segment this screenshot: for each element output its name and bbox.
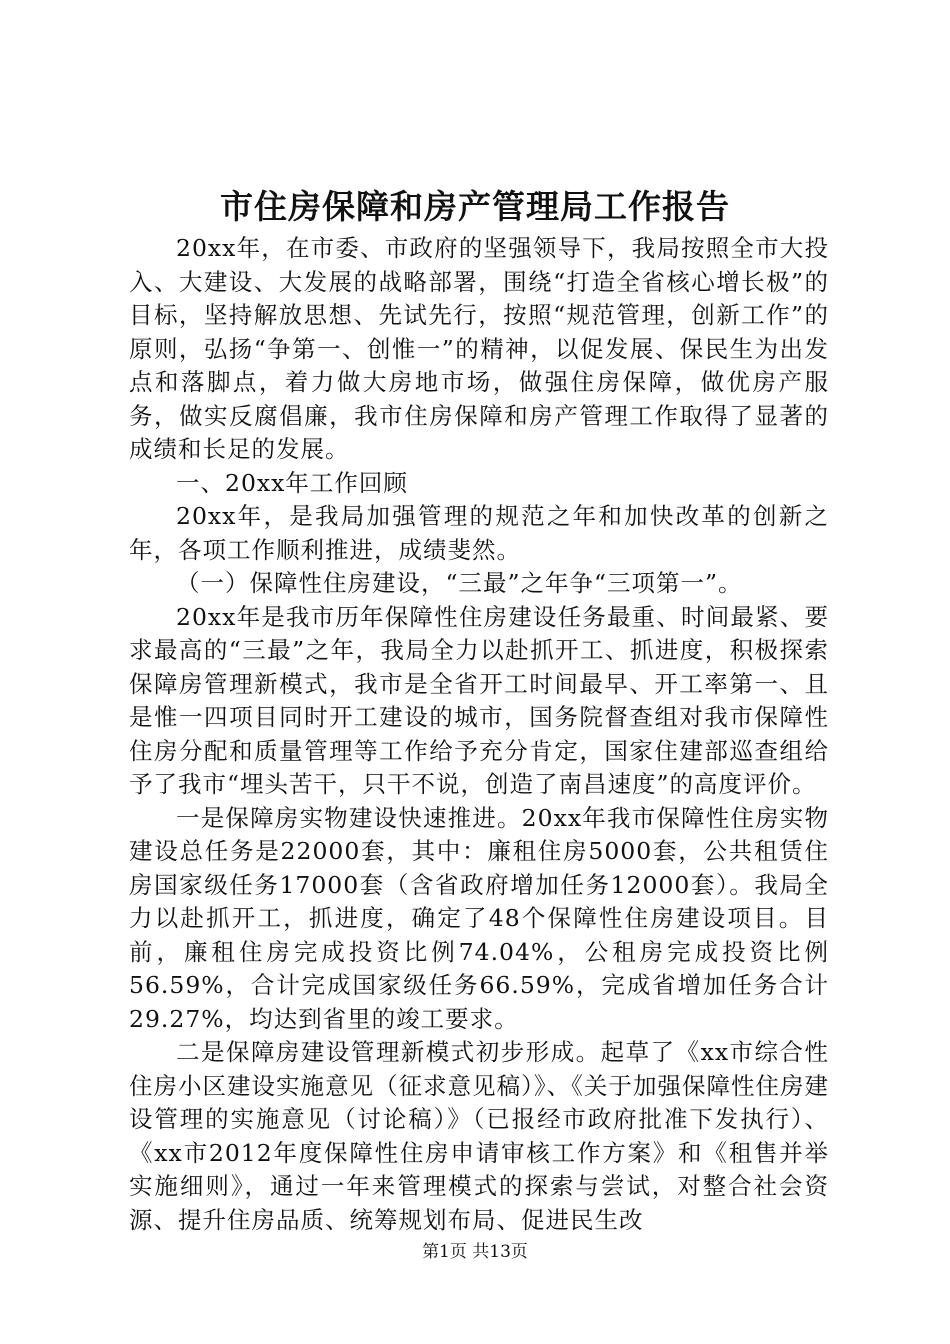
document-body	[129, 232, 829, 1237]
paragraph-intro: 20xx年，在市委、市政府的坚强领导下，我局按照全市大投入、大建设、大发展的战略部署，围绕“打造全省核心增长极”的目标，坚持解放思想、先试先行，按照“规范管理，创新工作”的原则，弘扬“争第一、创惟一”的精神，以促发展、保民生为出发点和落脚点，着力做大房地市场，做强住房保障，做优房产服务，做实反腐倡廉，我市住房保障和房产管理工作取得了显著的成绩和长足的发展。	[129, 234, 829, 463]
paragraph-item-one: 一是保障房实物建设快速推进。20xx年我市保障性住房实物建设总任务是22000套，其中：廉租住房5000套，公共租赁住房国家级任务17000套（含省政府增加任务12000套）。我局全力以赴抓开工，抓进度，确定了48个保障性住房建设项目。目前，廉租住房完成投资比例74.04%，公租房完成投资比例56.59%，合计完成国家级任务66.59%，完成省增加任务合计29.27%，均达到省里的竣工要求。	[129, 803, 829, 1033]
subsection-heading: （一）保障性住房建设，“三最”之年争“三项第一”。	[176, 569, 743, 597]
page-footer: 第1页 共13页	[422, 1242, 528, 1262]
document-title: 市住房保障和房产管理局工作报告	[220, 187, 730, 226]
section-heading: 一、20xx年工作回顾	[176, 468, 408, 497]
paragraph-summary: 20xx年，是我局加强管理的规范之年和加快改革的创新之年，各项工作顺利推进，成绩斐然。	[129, 502, 829, 564]
paragraph-item-two: 二是保障房建设管理新模式初步形成。起草了《xx市综合性住房小区建设实施意见（征求意见稿）》、《关于加强保障性住房建设管理的实施意见（讨论稿）》（已报经市政府批准下发执行）、《xx市2012年度保障性住房申请审核工作方案》和《租售并举实施细则》，通过一年来管理模式的探索与尝试，对整合社会资源、提升住房品质、统筹规划布局、促进民生改	[129, 1038, 829, 1234]
paragraph-housing: 20xx年是我市历年保障性住房建设任务最重、时间最紧、要求最高的“三最”之年，我局全力以赴抓开工、抓进度，积极探索保障房管理新模式，我市是全省开工时间最早、开工率第一、且是惟一四项目同时开工建设的城市，国务院督查组对我市保障性住房分配和质量管理等工作给予充分肯定，国家住建部巡查组给予了我市“埋头苦干，只干不说，创造了南昌速度”的高度评价。	[129, 602, 829, 798]
